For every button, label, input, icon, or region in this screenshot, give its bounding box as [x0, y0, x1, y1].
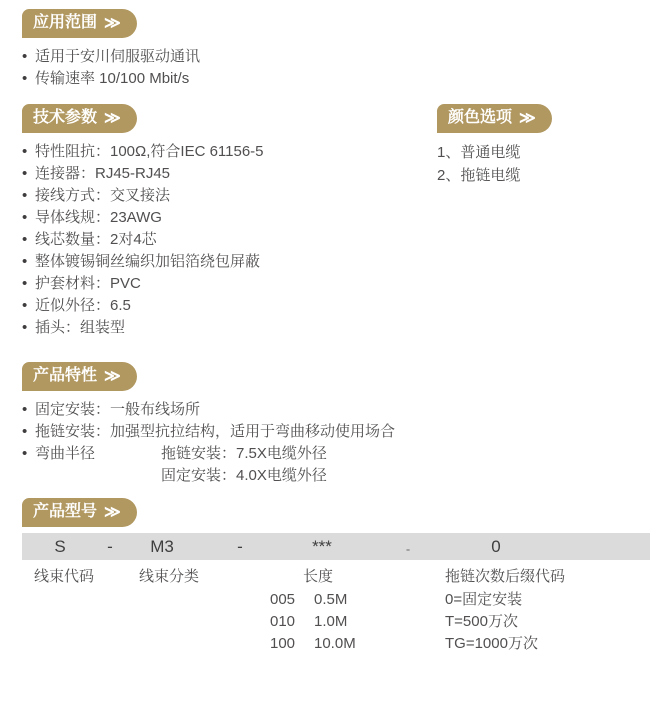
- section-features: [22, 362, 667, 487]
- tech-bullet-list: [22, 141, 437, 339]
- bullet-item: [22, 46, 667, 68]
- length-option-row: [270, 611, 356, 633]
- model-segment-dash: -: [405, 541, 411, 557]
- section-badge-model: [22, 498, 137, 527]
- features-bullet-list: [22, 399, 667, 487]
- model-segment-harness-code: S: [54, 536, 66, 556]
- bullet-text: 拖链安装：加强型抗拉结构，适用于弯曲移动使用场合: [35, 423, 396, 440]
- bend-radius-values: [161, 443, 327, 487]
- bullet-text: 连接器：RJ45-RJ45: [35, 165, 171, 182]
- model-segment-suffix: 0: [491, 536, 501, 556]
- section-title: 产品特性: [33, 367, 98, 384]
- model-code-bar: [22, 533, 650, 560]
- length-options: [270, 589, 356, 655]
- bullet-text: 固定安装：一般布线场所: [35, 401, 201, 418]
- double-chevron-icon: ≫: [104, 15, 121, 32]
- bend-radius-line: 固定安装：4.0X电缆外径: [161, 467, 327, 484]
- length-label: 长度: [302, 568, 334, 585]
- section-color-options: [437, 104, 667, 339]
- bend-radius-line: 拖链安装：7.5X电缆外径: [161, 445, 327, 462]
- bullet-item: [22, 207, 437, 229]
- bullet-text: 适用于安川伺服驱动通讯: [35, 48, 201, 65]
- bullet-text: 插头：组装型: [35, 319, 126, 336]
- bend-radius-label: 弯曲半径: [35, 445, 96, 462]
- bullet-item: [22, 273, 437, 295]
- section-badge-tech: [22, 104, 137, 133]
- double-chevron-icon: ≫: [104, 368, 121, 385]
- double-chevron-icon: ≫: [104, 110, 121, 127]
- bullet-item: [22, 317, 437, 339]
- section-tech-params: [22, 104, 437, 339]
- model-segment-length: ***: [312, 536, 332, 556]
- double-chevron-icon: ≫: [519, 110, 536, 127]
- bullet-item: [22, 421, 667, 443]
- bullet-text: 线芯数量：2对4芯: [35, 231, 157, 248]
- suffix-label: 拖链次数后缀代码: [445, 568, 566, 585]
- color-option-list: [437, 141, 667, 187]
- model-segment-harness-class: M3: [150, 536, 174, 556]
- color-option-item: 2、拖链电缆: [437, 167, 521, 184]
- bullet-text: 接线方式：交叉接法: [35, 187, 171, 204]
- bullet-text: 传输速率 10/100 Mbit/s: [35, 70, 190, 87]
- suffix-option: 0=固定安装: [445, 591, 523, 608]
- bullet-item-bend-radius: [22, 443, 667, 487]
- bullet-item: [22, 399, 667, 421]
- section-title: 应用范围: [33, 14, 98, 31]
- harness-code-label: 线束代码: [33, 568, 95, 585]
- bullet-item: [22, 68, 667, 90]
- tech-and-color-region: [22, 104, 667, 339]
- model-segment-dash: -: [107, 536, 113, 556]
- bullet-item: [22, 141, 437, 163]
- bullet-text: 特性阻抗：100Ω,符合IEC 61156-5: [35, 143, 264, 160]
- section-title: 技术参数: [33, 109, 98, 126]
- section-application: [22, 9, 667, 90]
- double-chevron-icon: ≫: [104, 504, 121, 521]
- suffix-options: [445, 589, 538, 655]
- section-title: 产品型号: [33, 503, 98, 520]
- section-title: 颜色选项: [448, 109, 513, 126]
- section-badge-color: [437, 104, 552, 133]
- length-value: 0.5M: [314, 591, 348, 608]
- bullet-item: [22, 251, 437, 273]
- bullet-item: [22, 295, 437, 317]
- bullet-item: [22, 229, 437, 251]
- length-value: 10.0M: [314, 635, 356, 652]
- bullet-text: 近似外径：6.5: [35, 297, 131, 314]
- color-option-item: 1、普通电缆: [437, 144, 521, 161]
- model-annotations: [22, 567, 650, 677]
- bullet-text: 整体镀锡铜丝编织加铝箔绕包屏蔽: [35, 253, 261, 270]
- section-badge-features: [22, 362, 137, 391]
- length-code: 010: [270, 613, 296, 630]
- bullet-text: 导体线规：23AWG: [35, 209, 162, 226]
- bullet-item: [22, 185, 437, 207]
- length-code: 100: [270, 635, 296, 652]
- length-value: 1.0M: [314, 613, 348, 630]
- bullet-item: [22, 163, 437, 185]
- model-segment-dash: -: [237, 536, 243, 556]
- section-model: [22, 498, 667, 677]
- application-bullet-list: [22, 46, 667, 90]
- length-option-row: [270, 633, 356, 655]
- suffix-option: T=500万次: [445, 613, 518, 630]
- length-code: 005: [270, 591, 296, 608]
- harness-class-label: 线束分类: [138, 568, 200, 585]
- bullet-text: 护套材料：PVC: [35, 275, 141, 292]
- section-badge-application: [22, 9, 137, 38]
- suffix-option: TG=1000万次: [445, 635, 538, 652]
- length-option-row: [270, 589, 356, 611]
